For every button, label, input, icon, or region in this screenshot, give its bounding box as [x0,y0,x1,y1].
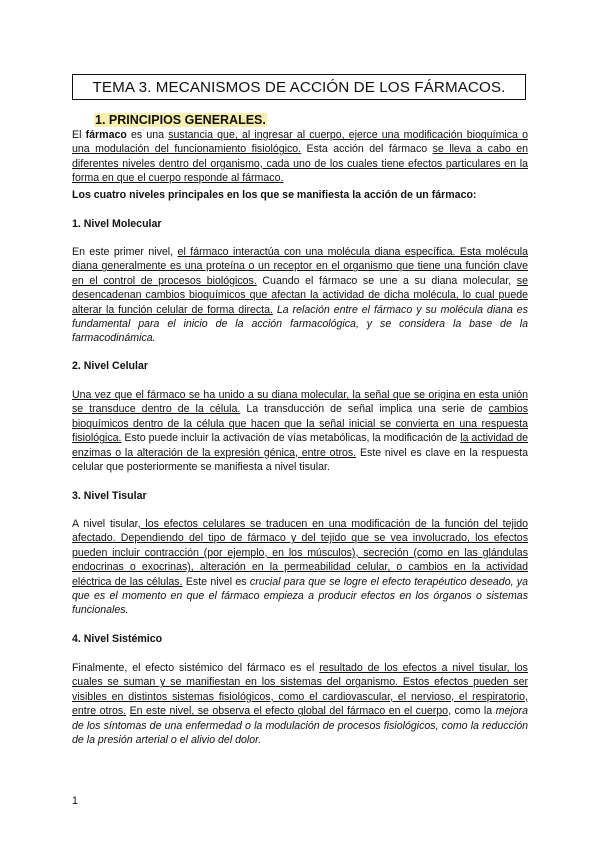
section-heading [94,113,267,127]
section-heading-text: 1. PRINCIPIOS GENERALES. [95,113,266,127]
text-span: Este nivel es [182,575,250,588]
text-underlined: se lleva a cabo en diferentes niveles dentro del organismo, cada uno de los cuales tiene efectos particulares en la forma en que el cuerpo responde al fármaco. [72,143,528,185]
text-italic: crucial para que se logre el efecto terapéutico deseado, ya que es el momento en que el fármaco empieza a producir efectos en los órganos o sistemas funcionales. [72,575,528,617]
text-span: Cuando el fármaco se une a su diana molecular, [256,274,517,287]
text-italic: mejora de los síntomas de una enfermedad o la modulación de procesos fisiológicos, como la reducción de la presión arterial o el alivio del dolor. [72,705,528,747]
text-span: En este primer nivel, [72,246,178,258]
page-number: 1 [72,795,78,807]
text-italic: La relación entre el fármaco y su molécula diana es fundamental para el inicio de la acción farmacológica, y se considera la base de la farmacodinámica. [72,303,528,345]
text-underlined: En este nivel, se observa el efecto global del fármaco en el cuerpo [129,705,449,718]
text-span: A nivel tisular, [72,518,141,530]
text-underlined: Estos efectos pueden ser visibles en distintos sistemas fisiológicos, como el cardiovascular, el nervioso, el respiratorio, entre otros. [72,676,528,718]
text-span: , como la [448,705,496,718]
text-underlined: los efectos celulares se traducen en una modificación de la función del tejido afectado. [72,518,529,545]
text-span: Esta acción del fármaco [301,143,433,156]
text-underlined: se desencadenan cambios bioquímicos que afectan la actividad de dicha molécula, lo cual puede alterar la función celular de forma directa. [72,274,528,316]
level3-heading: 3. Nivel Tisular [72,490,147,502]
text-underlined: Una vez que el fármaco se ha unido a su diana molecular, la señal que se origina en esta unión se transduce dentro de la célula. [72,389,528,416]
text-underlined: resultado de los efectos a nivel tisular, los cuales se suman y se manifiestan en los sistemas del organismo. [72,662,528,689]
text-span: Finalmente, el efecto sistémico del fármaco es el [72,662,320,674]
level1-paragraph [72,245,528,346]
level3-paragraph [72,517,528,618]
text-bold: fármaco [85,129,127,141]
text-span: El [72,129,86,141]
title-box [72,74,526,100]
text-underlined: sustancia que, al ingresar al cuerpo, ejerce una modificación bioquímica o una modulación del funcionamiento fisiológico. [72,129,529,156]
text-underlined: cambios bioquímicos dentro de la célula que hacen que la señal inicial se convierta en una respuesta fisiológica. [72,403,528,445]
page-title: TEMA 3. MECANISMOS DE ACCIÓN DE LOS FÁRMACOS. [92,78,506,96]
text-span: es una [126,129,169,141]
text-span: La transducción de señal implica una serie de [240,403,489,416]
text-underlined: el fármaco interactúa con una molécula diana específica. Esta molécula diana generalmente es una proteína o un receptor en el organismo que tiene una función clave en el control de procesos biológicos. [72,246,528,287]
text-underlined: Dependiendo del tipo de fármaco y del tejido que se vea involucrado, los efectos pueden incluir contracción (por ejemplo, en los músculos), secreción (como en las glándulas endocrinas o exocrinas), alteración en la permeabilidad celular, o cambios en la actividad eléctrica de las células. [72,532,528,588]
text-span: Este nivel es clave en la respuesta celular que posteriormente se manifiesta a nivel tisular. [72,446,529,474]
levels-intro: Los cuatro niveles principales en los que se manifiesta la acción de un fármaco: [72,189,477,201]
level4-heading: 4. Nivel Sistémico [72,633,163,645]
level2-paragraph [72,388,528,474]
intro-paragraph [72,128,528,186]
level2-heading: 2. Nivel Celular [72,360,148,372]
level1-heading: 1. Nivel Molecular [72,218,162,230]
text-span: Esto puede incluir la activación de vías metabólicas, la modificación de [121,432,461,445]
level4-paragraph [72,661,528,747]
text-underlined: la actividad de enzimas o la alteración de la expresión génica, entre otros. [72,432,528,459]
